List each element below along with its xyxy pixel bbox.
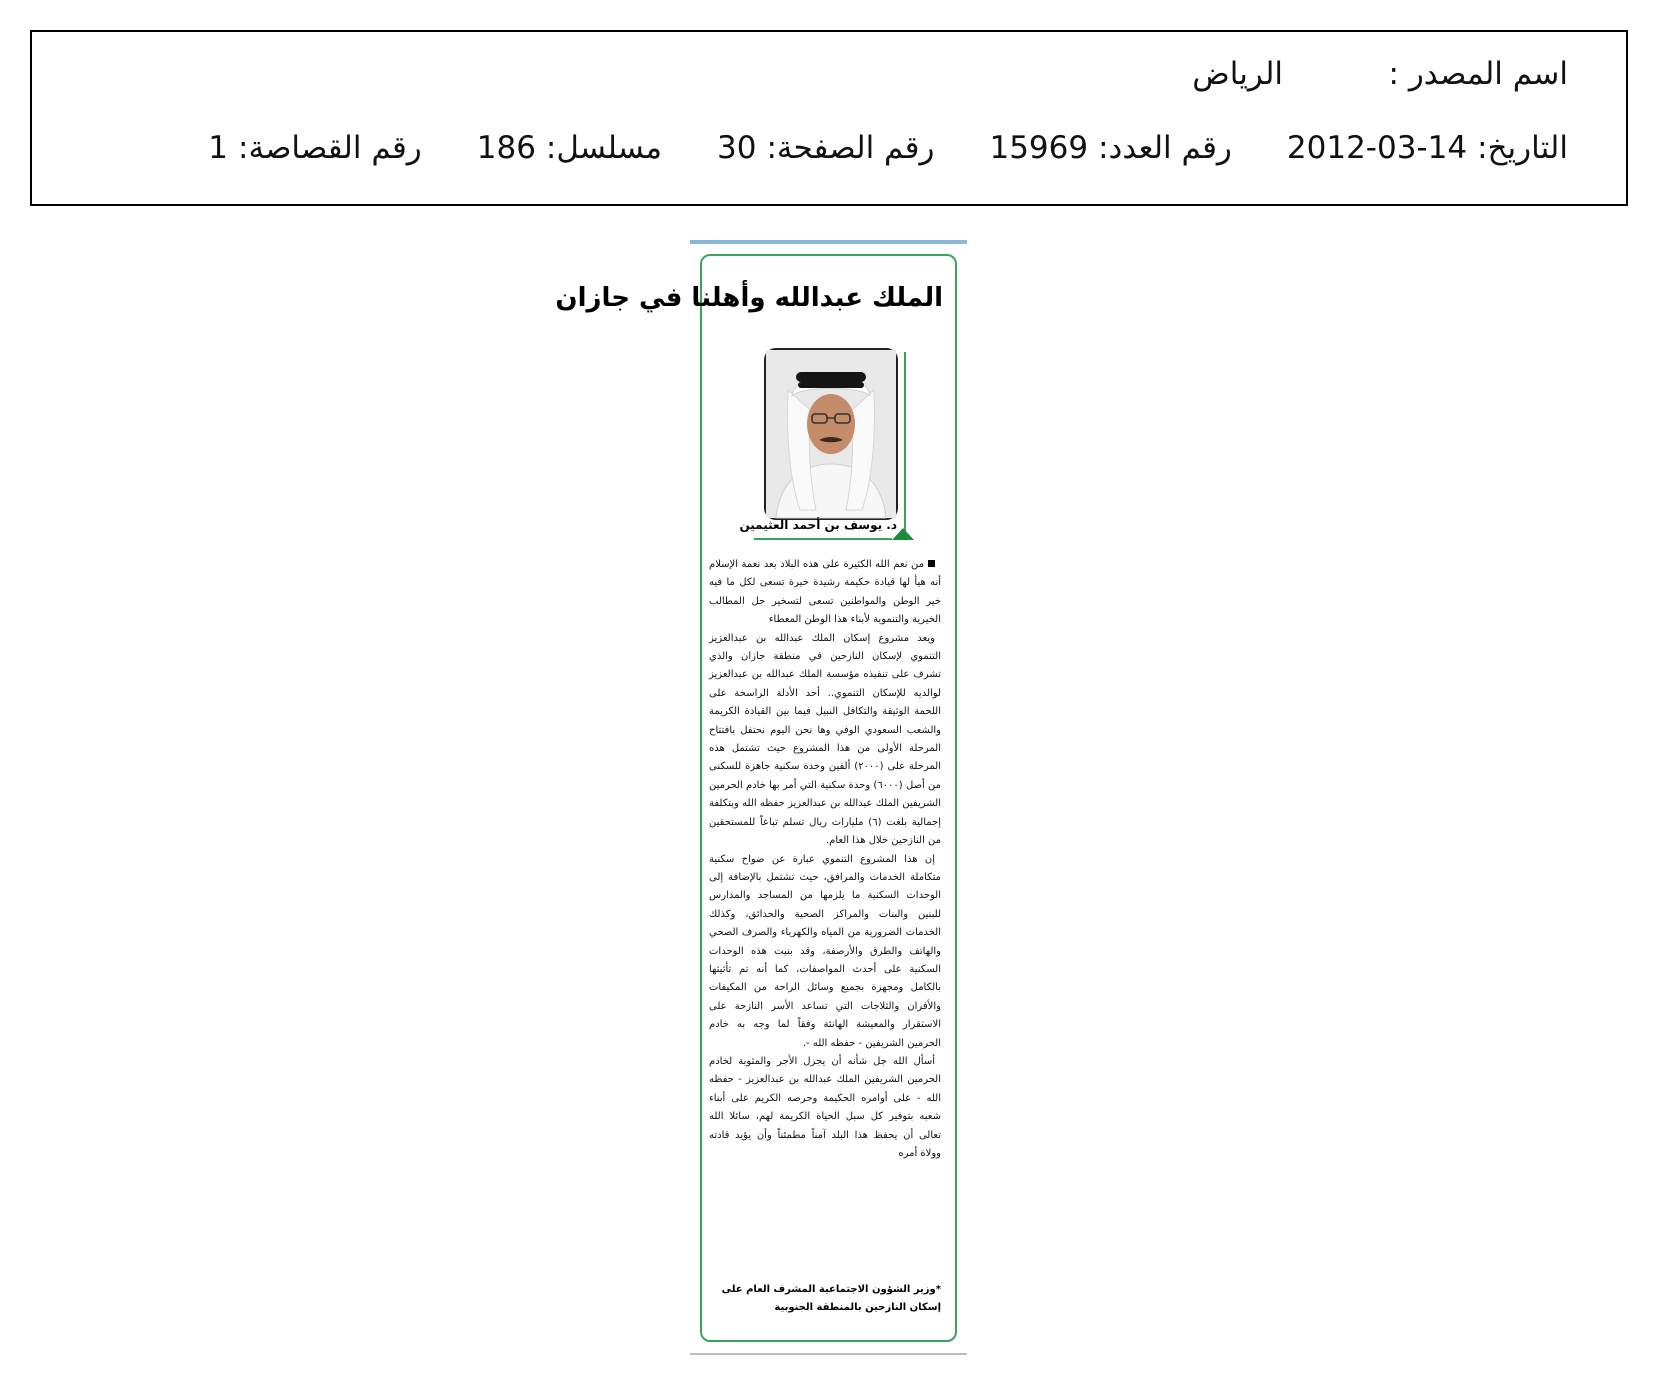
decorative-divider [904, 352, 906, 532]
article-paragraph: ويعد مشروع إسكان الملك عبدالله بن عبدالعزيز التنموي لإسكان النازحين في منطقة جازان والذي تشرف على تنفيذه مؤسسة الملك عبدالله بن عبدالعزيز لوالديه للإسكان التنموي.. أحد الأدلة الراسخة على اللحمة الوثيقة والتكافل النبيل فيما بين القيادة الكريمة والشعب السعودي الوفي وها نحن اليوم نحتفل بافتتاح المرحلة الأولى من هذا المشروع حيث تشتمل هذه المرحلة على (٢٠٠٠) ألفين وحدة سكنية جاهزة للسكنى من أصل (٦٠٠٠) وحدة سكنية التي أمر بها خادم الحرمين الشريفين الملك عبدالله بن عبدالعزيز حفظه الله وبتكلفة إجمالية بلغت (٦) مليارات ريال تسلم تباعاً للمستحقين من النازحين خلال هذا العام. [709, 632, 941, 847]
date-field [1287, 128, 1568, 168]
date-value: 2012-03-14 [1286, 130, 1468, 166]
page-label: رقم الصفحة: [766, 130, 935, 166]
source-value: الرياض [1192, 56, 1283, 92]
article-paragraph: من نعم الله الكثيرة على هذه البلاد بعد نعمة الإسلام أنه هيأ لها قيادة حكيمة رشيدة خيرة تسعى لكل ما فيه خير الوطن والمواطنين تسعى لتسخير جل المطالب الخيرية والتنموية لأبناء هذا الوطن المعطاء [709, 559, 941, 626]
serial-label: مسلسل: [545, 130, 663, 166]
article-paragraph: أسأل الله جل شأنه أن يجزل الأجر والمثوبة لخادم الحرمين الشريفين الملك عبدالله بن عبدالعزيز - حفظه الله - على أوامره الحكيمة وحرصه الكريم على أبناء شعبه بتوفير كل سبل الحياة الكريمة لهم، سائلا الله تعالى أن يحفظ هذا البلد آمناً مطمئناً وأن يؤيد قادته وولاة أمره [709, 1055, 941, 1159]
metadata-row-details [208, 128, 1568, 168]
triangle-icon [892, 528, 914, 540]
article-frame [555, 254, 957, 1342]
author-footnote: *وزير الشؤون الاجتماعية المشرف العام على إسكان النازحين بالمنطقة الجنوبية [721, 1284, 941, 1313]
metadata-row-source [1192, 54, 1568, 94]
serial-value: 186 [476, 130, 536, 166]
article-title: الملك عبدالله وأهلنا في جازان [555, 283, 943, 313]
issue-field [989, 128, 1231, 168]
issue-label: رقم العدد: [1098, 130, 1232, 166]
author-portrait [764, 348, 898, 520]
clip-label: رقم القصاصة: [238, 130, 422, 166]
article-body [709, 556, 941, 1163]
metadata-box [30, 30, 1628, 206]
newspaper-clipping [555, 240, 967, 1355]
author-name: د. يوسف بن أحمد العثيمين [739, 518, 897, 532]
source-label: اسم المصدر : [1388, 56, 1568, 92]
date-label: التاريخ: [1477, 130, 1568, 166]
page-field [717, 128, 934, 168]
portrait-illustration [766, 350, 896, 518]
clipping-bottom-line [690, 1353, 967, 1355]
page-value: 30 [717, 130, 757, 166]
article-paragraph: إن هذا المشروع التنموي عبارة عن ضواح سكنية متكاملة الخدمات والمرافق، حيث تشتمل بالإضافة إلى الوحدات السكنية ما يلزمها من المساجد والمدارس للبنين والبنات والمراكز الصحية والحدائق، وكذلك الخدمات الضرورية من المياه والكهرباء والصرف الصحي والهاتف والطرق والأرصفة، وقد بنيت هذه الوحدات السكنية على أحدث المواصفات، كما أنه تم تأثيثها بالكامل ومجهزة بجميع وسائل الراحة من المكيفات والأفران والثلاجات التي تساعد الأسر النازحة على الاستقرار والمعيشة الهانئة وفقاً لما وجه به خادم الحرمين الشريفين - حفظه الله -. [709, 853, 941, 1049]
issue-value: 15969 [989, 130, 1089, 166]
serial-field [477, 128, 662, 168]
square-bullet-icon [928, 560, 935, 567]
clip-value: 1 [208, 130, 229, 166]
author-underline [754, 538, 892, 540]
clipping-top-bar [690, 240, 967, 244]
clip-field [208, 128, 421, 168]
